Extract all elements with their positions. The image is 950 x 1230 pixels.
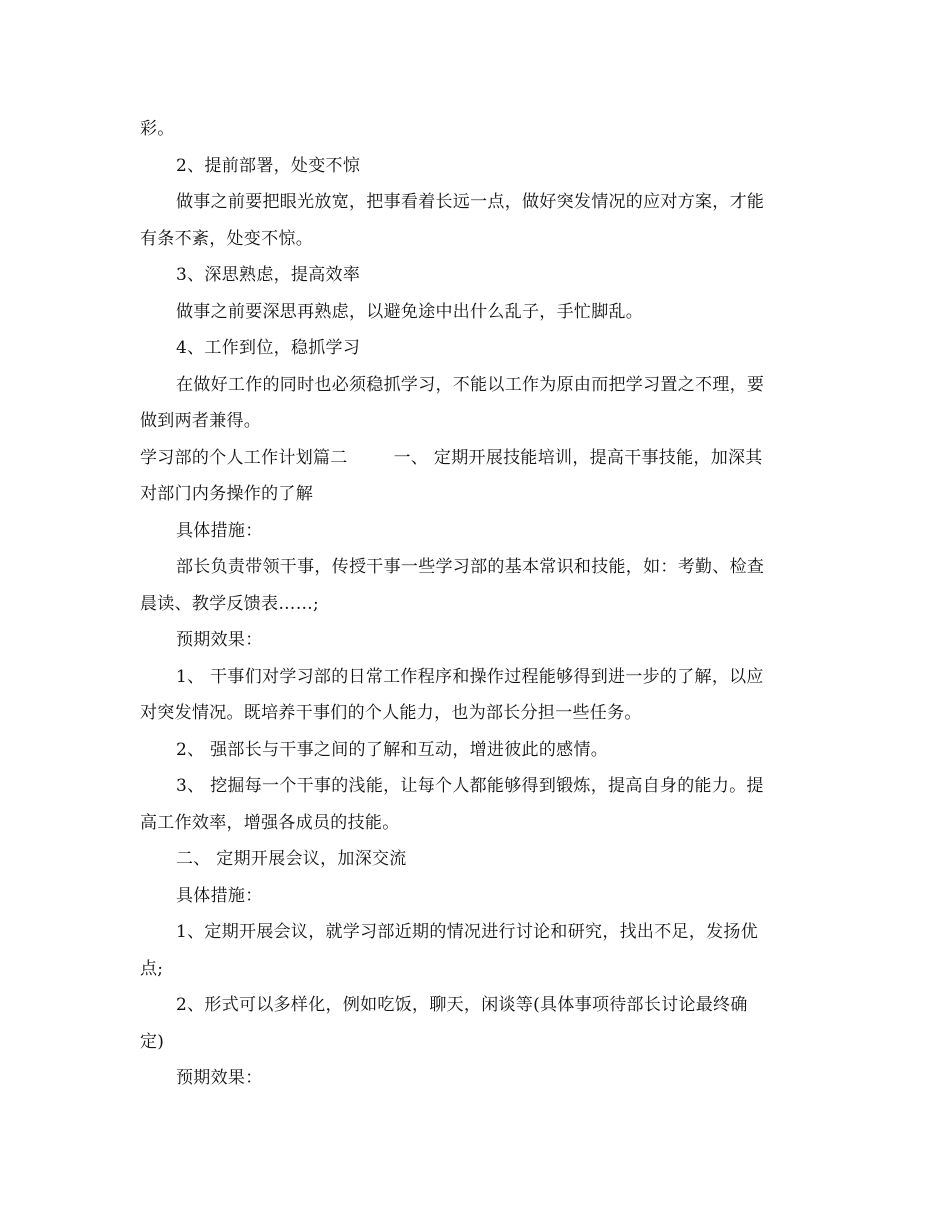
subheading: 预期效果：	[176, 630, 263, 650]
section-heading: 4、工作到位，稳抓学习	[176, 338, 361, 358]
subheading: 具体措施：	[176, 521, 263, 541]
text-line: 1、定期开展会议，就学习部近期的情况进行讨论和研究，找出不足，发扬优	[176, 922, 759, 942]
article-title: 学习部的个人工作计划篇二	[140, 448, 348, 468]
subheading: 预期效果：	[176, 1068, 263, 1088]
text-line: 晨读、教学反馈表……;	[140, 594, 320, 614]
text-line	[140, 447, 763, 469]
text-line: 高工作效率，增强各成员的技能。	[140, 813, 400, 833]
text-line: 做事之前要把眼光放宽，把事看着长远一点，做好突发情况的应对方案，才能	[176, 192, 765, 212]
text-line: 部长负责带领干事，传授干事一些学习部的基本常识和技能，如：考勤、检查	[176, 557, 765, 577]
subheading: 具体措施：	[176, 886, 263, 906]
text-line: 点;	[140, 959, 164, 979]
text-line: 2、形式可以多样化，例如吃饭，聊天，闲谈等(具体事项待部长讨论最终确	[176, 995, 748, 1015]
text-line: 对突发情况。既培养干事们的个人能力，也为部长分担一些任务。	[140, 703, 642, 723]
text-line: 有条不紊，处变不惊。	[140, 229, 313, 249]
text-line: 彩。	[140, 119, 175, 139]
section-heading: 2、提前部署，处变不惊	[176, 156, 361, 176]
text-line: 做到两者兼得。	[140, 411, 262, 431]
text-line: 做事之前要深思再熟虑，以避免途中出什么乱子，手忙脚乱。	[176, 302, 644, 322]
text-line: 2、 强部长与干事之间的了解和互动，增进彼此的感情。	[176, 740, 609, 760]
section-heading: 二、 定期开展会议，加深交流	[176, 849, 407, 869]
text-line: 对部门内务操作的了解	[140, 484, 313, 504]
text-line: 定)	[140, 1032, 165, 1052]
text-line: 3、 挖掘每一个干事的浅能，让每个人都能够得到锻炼，提高自身的能力。提	[176, 776, 764, 796]
section-heading: 3、深思熟虑，提高效率	[176, 265, 361, 285]
section-heading: 一、 定期开展技能培训，提高干事技能，加深其	[393, 448, 763, 468]
text-line: 1、 干事们对学习部的日常工作程序和操作过程能够得到进一步的了解，以应	[176, 667, 764, 687]
text-line: 在做好工作的同时也必须稳抓学习，不能以工作为原由而把学习置之不理，要	[176, 375, 765, 395]
